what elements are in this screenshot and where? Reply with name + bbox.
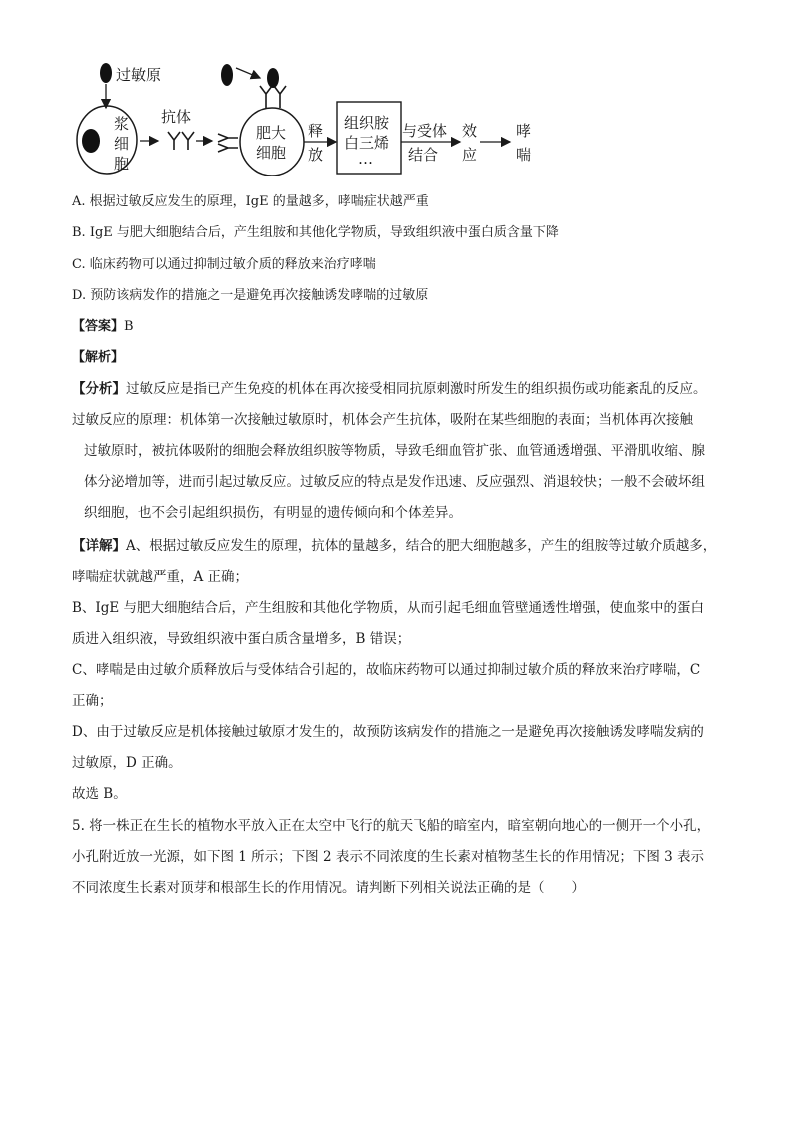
option-a: A. 根据过敏反应发生的原理，IgE 的量越多，哮喘症状越严重: [72, 194, 429, 209]
svg-text:组织胺: 组织胺: [344, 114, 390, 132]
incoming-allergen: [221, 64, 233, 86]
svg-text:细胞: 细胞: [256, 144, 287, 162]
svg-text:喘: 喘: [516, 146, 532, 164]
allergen-label: 过敏原: [116, 66, 162, 84]
svg-text:肥大: 肥大: [256, 124, 287, 142]
svg-text:胞: 胞: [114, 155, 130, 173]
svg-text:与受体: 与受体: [402, 122, 448, 140]
answer-line: [72, 317, 134, 337]
svg-text:放: 放: [308, 146, 324, 164]
svg-text:结合: 结合: [408, 146, 439, 164]
analysis-title: 【解析】: [72, 350, 125, 365]
svg-text:应: 应: [462, 146, 478, 164]
option-b: B. IgE 与肥大细胞结合后，产生组胺和其他化学物质，导致组织液中蛋白质含量下降: [72, 225, 559, 240]
bound-allergen: [267, 68, 279, 88]
option-d: D. 预防该病发作的措施之一是避免再次接触诱发哮喘的过敏原: [72, 288, 429, 303]
conclusion: 故选 B。: [72, 786, 127, 802]
question-5: 5. 将一株正在生长的植物水平放入正在太空中飞行的航天飞船的暗室内，暗室朝向地心的一侧开一个小孔， 小孔附近放一光源，如下图 1 所示；下图 2 表示不同浓度的生长素对植物茎生长的作用情况；下图 3 表示 不同浓度生长素对顶芽和根部生长的作用情况。请判断下列相关说法正确的是（ ）: [72, 818, 711, 896]
svg-text:释: 释: [308, 122, 324, 140]
allergen-particle: [100, 63, 112, 83]
detail-paragraph: 【详解】A、根据过敏反应发生的原理，抗体的量越多，结合的肥大细胞越多，产生的组胺等过敏介质越多， 哮喘症状就越严重，A 正确； B、IgE 与肥大细胞结合后，产生组胺和其他化学物质，从而引起毛细血管壁通透性增强，使血浆中的蛋白 质进入组织液，导致组织液中蛋白质含量增多，B 错误； C、哮喘是由过敏介质释放后与受体结合引起的，故临床药物可以通过抑制过敏介质的释放来治疗哮喘，C 正确； D、由于过敏反应是机体接触过敏原才发生的，故预防该病发作的措施之一是避免再次接触诱发哮喘发病的 过敏原，D 正确。 故选 B。: [72, 531, 732, 810]
svg-text:细: 细: [114, 135, 130, 153]
answer-value: B: [124, 319, 134, 334]
svg-text:效: 效: [462, 122, 478, 140]
svg-text:白三烯: 白三烯: [344, 134, 390, 152]
answer-label: 【答案】: [72, 319, 125, 334]
antibody-icon: [168, 132, 194, 150]
analysis-tag: 【分析】: [72, 381, 126, 397]
allergy-mechanism-diagram: [70, 56, 550, 176]
analysis-paragraph: 【分析】过敏反应是指已产生免疫的机体在再次接受相同抗原刺激时所发生的组织损伤或功能紊乱的反应。 过敏反应的原理：机体第一次接触过敏原时，机体会产生抗体，吸附在某些细胞的表面；当机体再次接触 过敏原时，被抗体吸附的细胞会释放组织胺等物质，导致毛细血管扩张、血管通透增强、平滑肌收缩、腺 体分泌增加等，进而引起过敏反应。过敏反应的特点是发作迅速、反应强烈、消退较快；一般不会破坏组 织细胞，也不会引起组织损伤，有明显的遗传倾向和个体差异。: [72, 381, 707, 521]
svg-text:浆: 浆: [114, 115, 130, 133]
svg-text:…: …: [358, 150, 373, 168]
mast-cell: [240, 108, 304, 176]
svg-text:哮: 哮: [516, 122, 532, 140]
detail-tag: 【详解】: [72, 538, 126, 554]
option-c: C. 临床药物可以通过抑制过敏介质的释放来治疗哮喘: [72, 257, 376, 272]
plasma-cell-nucleus: [82, 129, 100, 153]
antibody-label: 抗体: [161, 108, 192, 126]
